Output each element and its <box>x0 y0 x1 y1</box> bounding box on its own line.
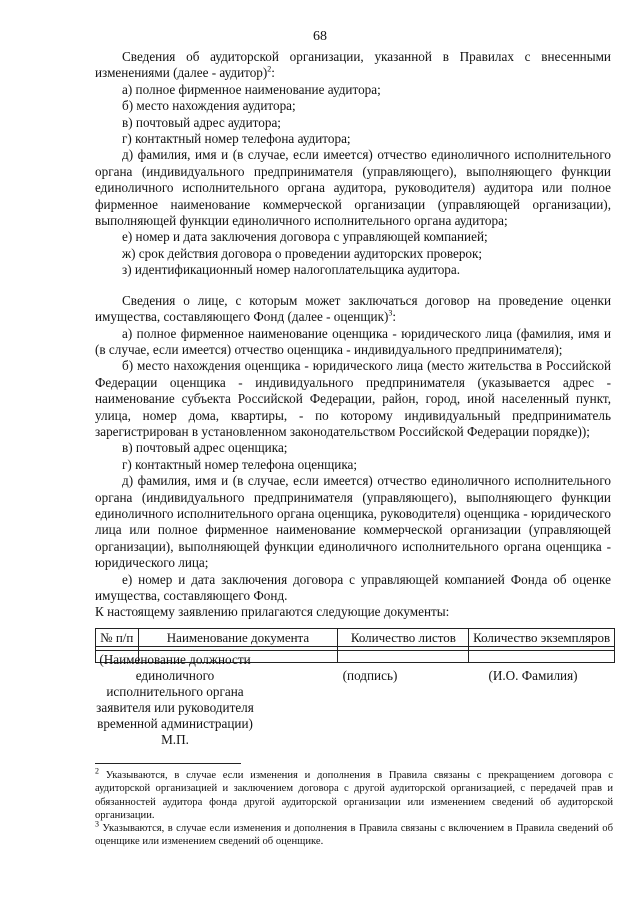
auditor-item-z: з) идентификационный номер налогоплательщика аудитора. <box>122 262 461 278</box>
footnotes <box>95 766 613 849</box>
signature-block <box>95 650 615 745</box>
auditor-item-g: г) контактный номер телефона аудитора; <box>122 131 351 147</box>
col-copies: Количество экземпляров <box>469 628 615 646</box>
appraiser-item-g: г) контактный номер телефона оценщика; <box>122 456 358 472</box>
signature-caption: (подпись) <box>342 668 398 683</box>
col-document-name: Наименование документа <box>138 628 338 646</box>
attachments-intro: К настоящему заявлению прилагаются следующие документы: <box>95 604 450 620</box>
auditor-item-d: д) фамилия, имя и (в случае, если имеется) отчество единоличного исполнительного органа (индивидуального предпринимателя (управляющего), выполняющего функции единоличного исполнительного органа аудитора, руководителя) аудитора или полное фирменное наименование коммерческой организации (управляющей организации), выполняющей функции единоличного исполнительного органа аудитора; <box>95 147 611 229</box>
col-number: № п/п <box>96 628 139 646</box>
appraiser-item-a: а) полное фирменное наименование оценщика - юридического лица (фамилия, имя и (в случае, если имеется) отчество оценщика - индивидуального предпринимателя); <box>95 325 611 357</box>
position-caption: (Наименование должности единоличного исполнительного органа заявителя или руководителя временной администрации) М.П. <box>96 652 254 747</box>
stamp-label: М.П. <box>161 732 189 747</box>
name-caption: (И.О. Фамилия) <box>488 668 578 683</box>
appraiser-item-e: е) номер и дата заключения договора с управляющей компанией Фонда об оценке имущества, составляющего Фонд. <box>95 571 611 603</box>
auditor-intro: Сведения об аудиторской организации, указанной в Правилах с внесенными изменениями (далее - аудитор)$^2$: <box>95 49 611 81</box>
appraiser-item-b: б) место нахождения оценщика - юридического лица (место жительства в Российской Федерации оценщика - индивидуального предпринимателя (указывается адрес - наименование субъекта Российской Федерации, район, город, иной населенный пункт, улица, номер дома, квартиры, - по которому индивидуальный предприниматель зарегистрирован в установленном законодательством Российской Федерации порядке)); <box>95 358 611 439</box>
auditor-item-e: е) номер и дата заключения договора с управляющей компанией; <box>122 229 488 245</box>
footnote-separator <box>95 763 241 764</box>
appraiser-item-v: в) почтовый адрес оценщика; <box>122 440 288 456</box>
footnote-2: $^2$ Указываются, в случае если изменения и дополнения в Правила связаны с прекращением договора с аудиторской организацией и заключением договора с другой аудиторской организацией, с передачей прав и обязанностей аудитора фонда другой аудиторской организации или изменением сведений об аудиторской организации. <box>95 766 613 821</box>
appraiser-intro: Сведения о лице, с которым может заключаться договор на проведение оценки имущества, составляющего Фонд (далее - оценщик)$^3$: <box>95 292 611 325</box>
page-number: 68 <box>313 29 327 44</box>
document-body <box>95 49 611 663</box>
auditor-item-a: а) полное фирменное наименование аудитора; <box>122 81 381 97</box>
footnote-ref-2: 2 <box>267 65 272 75</box>
col-sheets: Количество листов <box>338 628 469 646</box>
signature-line <box>95 650 615 651</box>
appraiser-item-d: д) фамилия, имя и (в случае, если имеется) отчество единоличного исполнительного органа (индивидуального предпринимателя (управляющего), выполняющего функции единоличного исполнительного органа оценщика, руководителя) оценщика - юридического лица или полное фирменное наименование коммерческой организации (управляющей организации), выполняющей функции единоличного исполнительного органа оценщика - юридического лица; <box>95 473 611 571</box>
footnote-3: $^3$ Указываются, в случае если изменения и дополнения в Правила связаны с включением в Правила сведений об оценщике или изменением сведений об оценщике. <box>95 819 613 848</box>
footnote-ref-3: 3 <box>388 308 393 318</box>
auditor-item-v: в) почтовый адрес аудитора; <box>122 114 281 130</box>
auditor-item-b: б) место нахождения аудитора; <box>122 98 296 114</box>
auditor-item-zh: ж) срок действия договора о проведении аудиторских проверок; <box>122 245 483 261</box>
table-header-row <box>96 628 615 646</box>
